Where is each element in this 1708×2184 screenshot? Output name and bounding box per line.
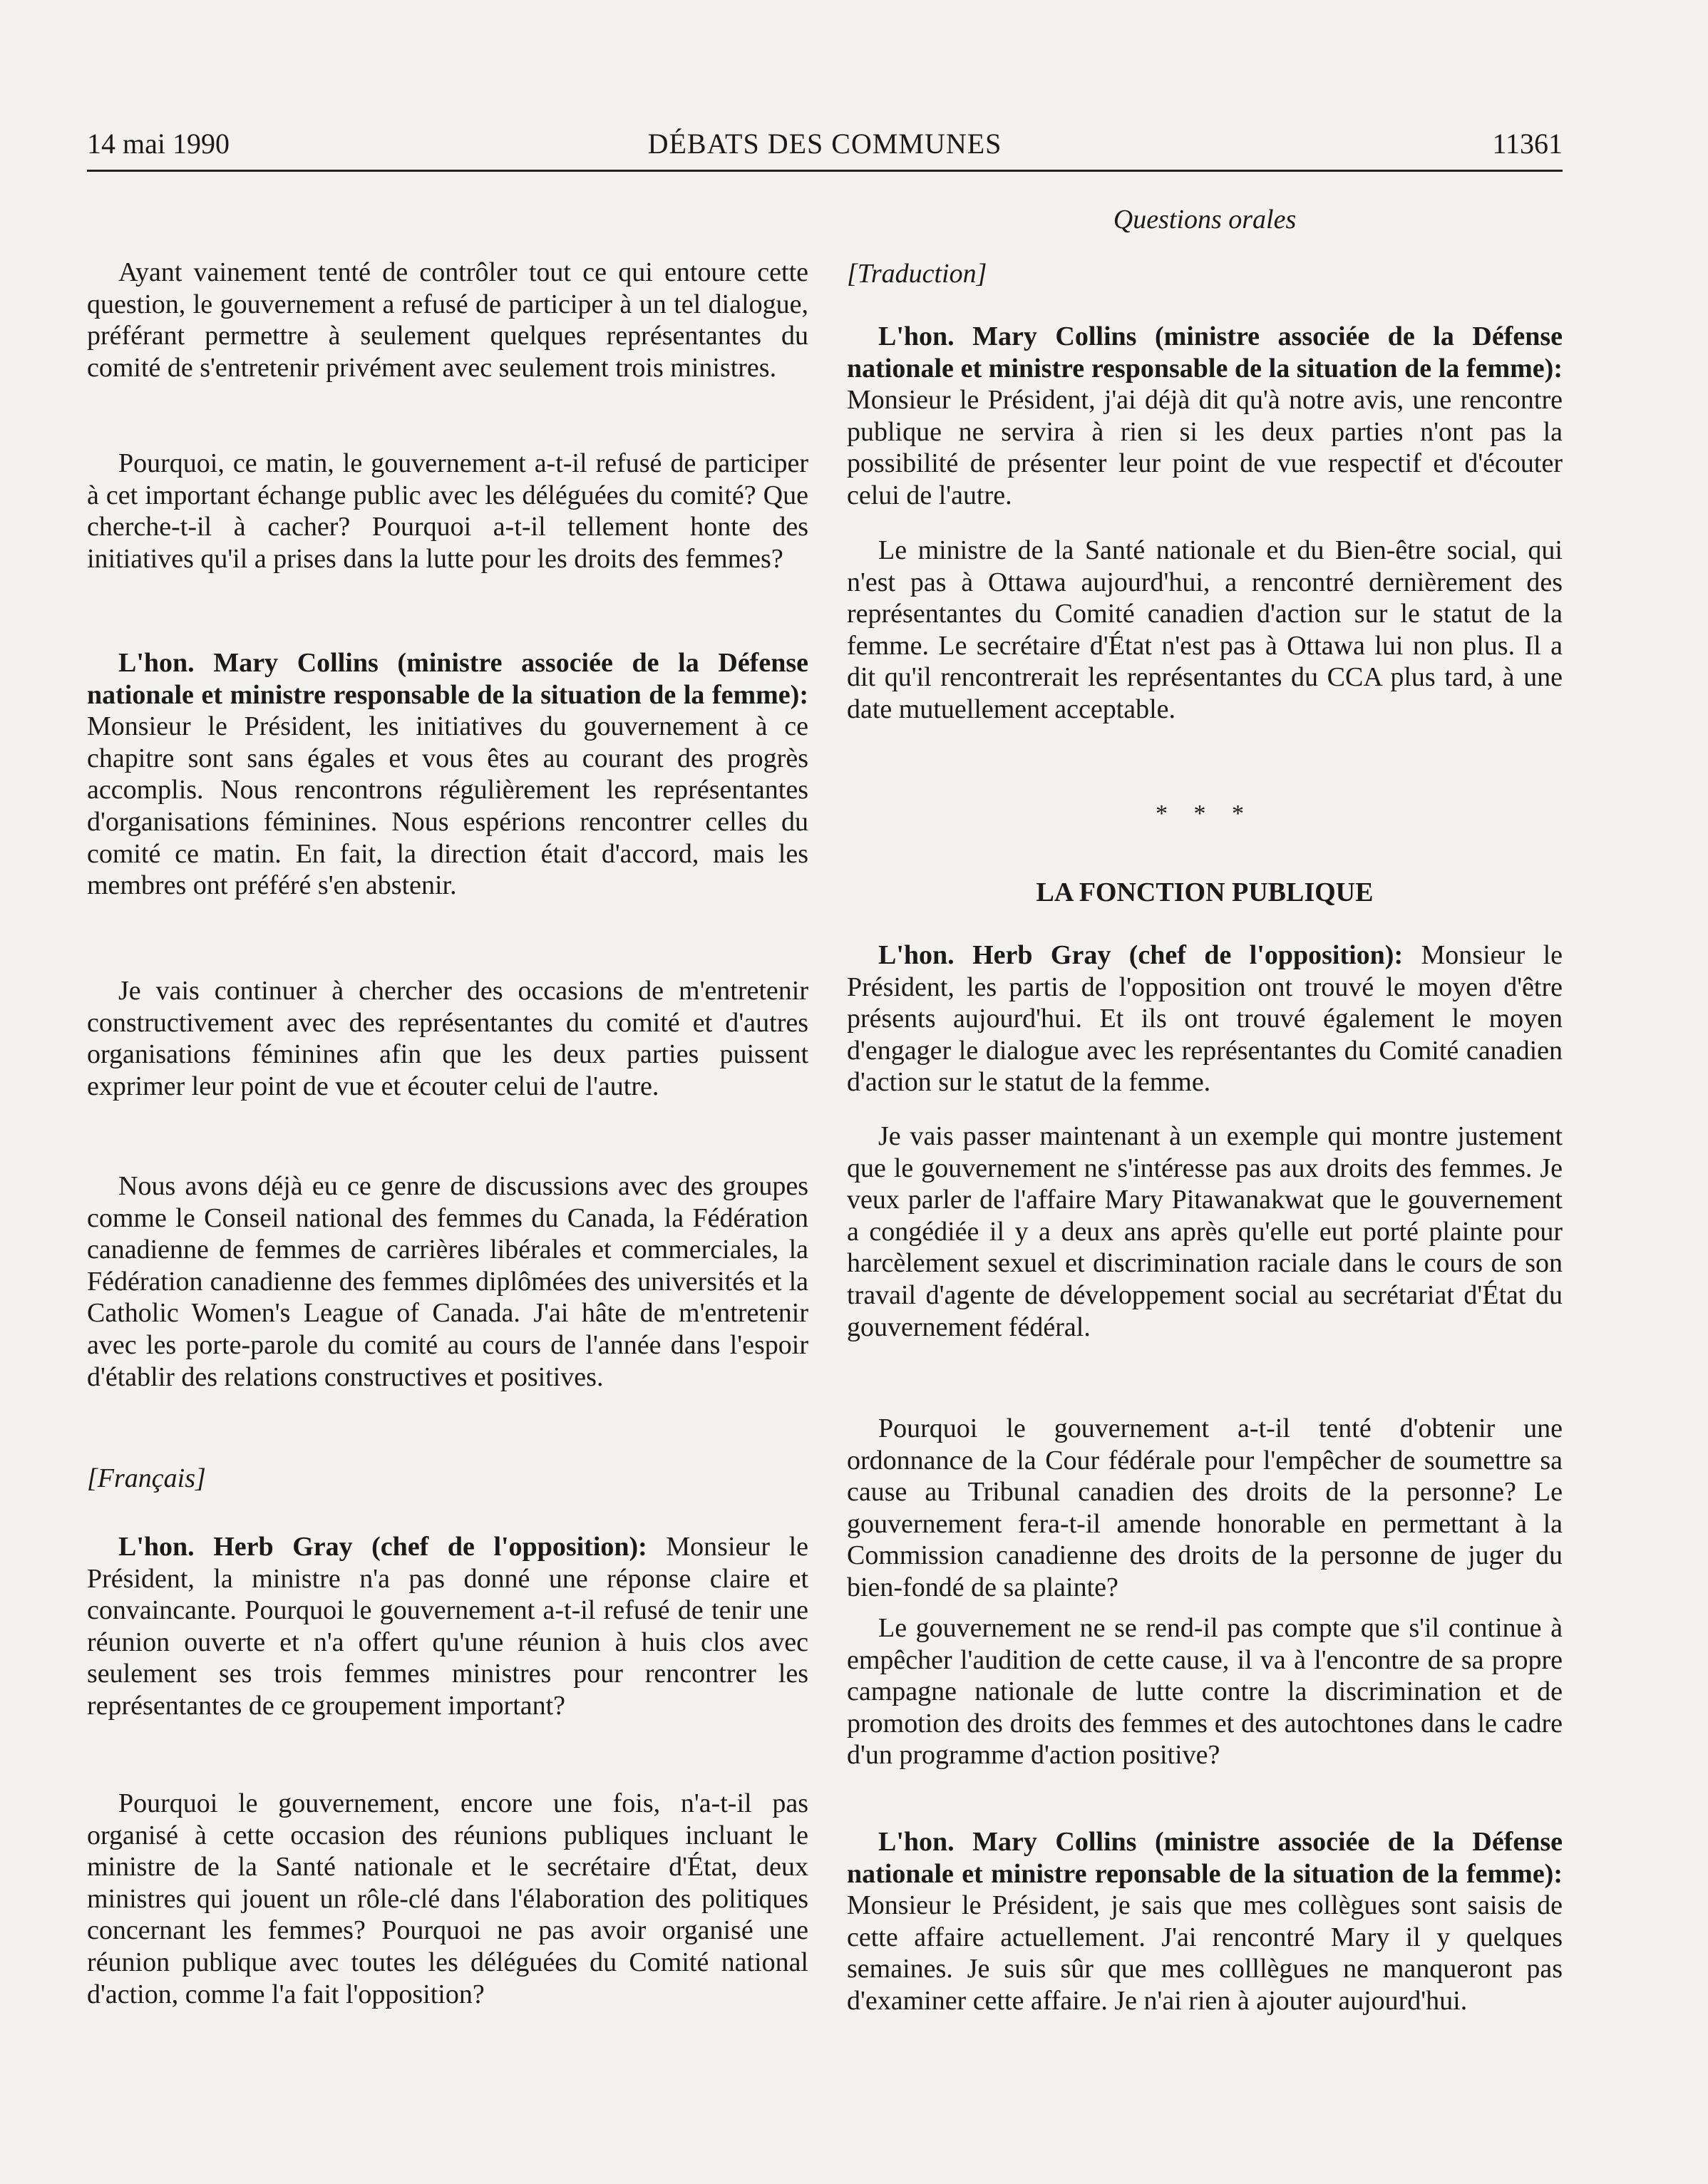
- speaker-name: L'hon. Mary Collins (ministre associée de la Défense nationale et ministre responsable de la situation de la femme):: [87, 648, 808, 710]
- right-paragraph-6: Le gouvernement ne se rend-il pas compte que s'il continue à empêcher l'audition de cette cause, il va à l'encontre de sa propre campagne nationale de lutte contre la discrimination et de promotion des droits des femmes et des autochtones dans le cadre d'un programme d'action positive?: [847, 1613, 1563, 1771]
- left-paragraph-1: Ayant vainement tenté de contrôler tout ce qui entoure cette question, le gouvernement a refusé de participer à un tel dialogue, préférant permettre à seulement quelques représentantes du comité de s'entretenir privément avec seulement trois ministres.: [87, 257, 808, 383]
- speech-text: Monsieur le Président, les initiatives du gouvernement à ce chapitre sont sans égales et vous êtes au courant des progrès accomplis. Nous rencontrons régulièrement les représentantes d'organisations féminines. Nous espérions rencontrer celles du comité ce matin. En fait, la direction était d'accord, mais les membres ont préféré s'en abstenir.: [87, 711, 808, 901]
- speech-text: Monsieur le Président, la ministre n'a pas donné une réponse claire et convaincante. Pourquoi le gouvernement a-t-il refusé de tenir une réunion ouverte et n'a offert qu'une réunion à huis clos avec seulement ses trois femmes ministres pour rencontrer les représentantes de ce groupement important?: [87, 1532, 809, 1721]
- left-language-marker: [Français]: [87, 1463, 206, 1493]
- right-paragraph-4: Je vais passer maintenant à un exemple qui montre justement que le gouvernement ne s'intéresse pas aux droits des femmes. Je veux parler de l'affaire Mary Pitawanakwat que le gouvernement a congédiée il y a deux ans après qu'elle eut porté plainte pour harcèlement sexuel et discrimination raciale dans le cours de son travail d'agente de développement social au secrétariat d'État du gouvernement fédéral.: [847, 1121, 1563, 1342]
- page-header: [87, 127, 1563, 170]
- speech-text: Monsieur le Président, les partis de l'opposition ont trouvé le moyen d'être présents aujourd'hui. Et ils ont trouvé également le moyen d'engager le dialogue avec les représentantes du Comité canadien d'action sur le statut de la femme.: [847, 940, 1563, 1098]
- speaker-name: L'hon. Mary Collins (ministre associée de la Défense nationale et ministre responsable de la situation de la femme):: [847, 321, 1563, 383]
- left-paragraph-5: Nous avons déjà eu ce genre de discussions avec des groupes comme le Conseil national des femmes du Canada, la Fédération canadienne de femmes de carrières libérales et commerciales, la Fédération canadienne des femmes diplômées des universités et la Catholic Women's League of Canada. J'ai hâte de m'entretenir avec les porte-parole du comité au cours de l'année dans l'espoir d'établir des relations constructives et positives.: [87, 1171, 808, 1392]
- left-paragraph-4: Je vais continuer à chercher des occasions de m'entretenir constructivement avec des représentantes du comité et d'autres organisations féminines afin que les deux parties puissent exprimer leur point de vue et écouter celui de l'autre.: [87, 976, 808, 1101]
- left-paragraph-2: Pourquoi, ce matin, le gouvernement a-t-il refusé de participer à cet important échange public avec les déléguées du comité? Que cherche-t-il à cacher? Pourquoi a-t-il tellement honte des initiatives qu'il a prises dans la lutte pour les droits des femmes?: [87, 448, 808, 574]
- header-date: 14 mai 1990: [87, 128, 230, 160]
- header-title: DÉBATS DES COMMUNES: [647, 128, 1002, 160]
- speech-text: Monsieur le Président, j'ai déjà dit qu'à notre avis, une rencontre publique ne servira à rien si les deux parties n'ont pas la possibilité de présenter leur point de vue respectif et d'écouter celui de l'autre.: [847, 385, 1563, 510]
- right-language-marker: [Traduction]: [847, 259, 987, 289]
- left-paragraph-6: [87, 1531, 808, 1722]
- section-separator-stars: * * *: [1156, 800, 1254, 827]
- speaker-name: L'hon. Herb Gray (chef de l'opposition):: [118, 1532, 647, 1562]
- right-paragraph-2: Le ministre de la Santé nationale et du Bien-être social, qui n'est pas à Ottawa aujourd'hui, a rencontré dernièrement des représentantes du Comité canadien d'action sur le statut de la femme. Le secrétaire d'État n'est pas à Ottawa lui non plus. Il a dit qu'il rencontrerait les représentantes du CCA plus tard, à une date mutuellement acceptable.: [847, 535, 1563, 724]
- speaker-name: L'hon. Herb Gray (chef de l'opposition):: [878, 940, 1404, 970]
- right-paragraph-7: [847, 1826, 1563, 2017]
- speech-text: Monsieur le Président, je sais que mes collègues sont saisis de cette affaire actuellement. J'ai rencontré Mary il y quelques semaines. Je suis sûr que mes colllègues ne manqueront pas d'examiner cette affaire. Je n'ai rien à ajouter aujourd'hui.: [847, 1890, 1563, 2016]
- header-page-number: 11361: [1492, 128, 1563, 160]
- section-label: Questions orales: [1113, 205, 1297, 235]
- left-paragraph-7: Pourquoi le gouvernement, encore une fois, n'a-t-il pas organisé à cette occasion des réunions publiques incluant le ministre de la Santé nationale et le secrétaire d'État, deux ministres qui jouent un rôle-clé dans l'élaboration des politiques concernant les femmes? Pourquoi ne pas avoir organisé une réunion publique avec toutes les déléguées du Comité national d'action, comme l'a fait l'opposition?: [87, 1788, 808, 2009]
- left-paragraph-3: [87, 647, 808, 902]
- right-paragraph-1: [847, 321, 1563, 512]
- right-paragraph-3: [847, 939, 1563, 1098]
- section-heading: LA FONCTION PUBLIQUE: [1036, 877, 1374, 907]
- header-rule: [87, 170, 1563, 172]
- speaker-name: L'hon. Mary Collins (ministre associée de la Défense nationale et ministre reponsable de la situation de la femme):: [847, 1827, 1563, 1889]
- right-paragraph-5: Pourquoi le gouvernement a-t-il tenté d'obtenir une ordonnance de la Cour fédérale pour l'empêcher de soumettre sa cause au Tribunal canadien des droits de la personne? Le gouvernement fera-t-il amende honorable en permettant à la Commission canadienne des droits de la personne de juger du bien-fondé de sa plainte?: [847, 1413, 1563, 1602]
